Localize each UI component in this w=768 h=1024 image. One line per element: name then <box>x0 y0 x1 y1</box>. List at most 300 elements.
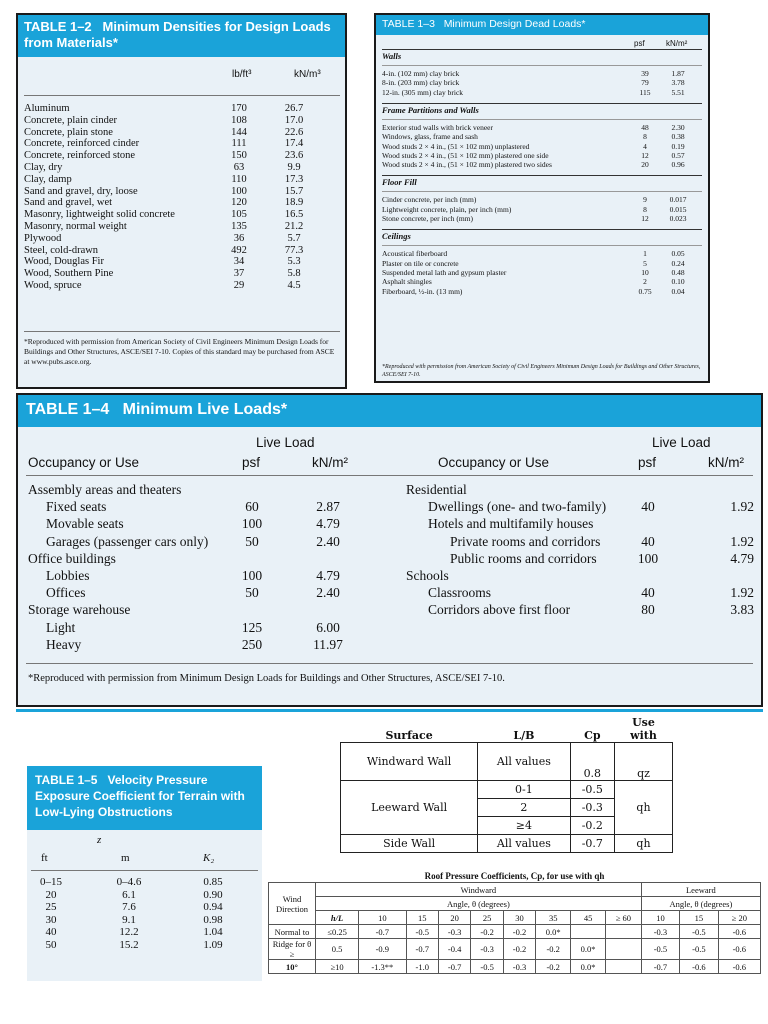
table-row <box>24 186 342 198</box>
psf-left <box>232 601 272 619</box>
section-divider <box>382 191 702 192</box>
section-divider <box>382 175 702 176</box>
occupancy-left: Fixed seats <box>46 499 107 515</box>
item-psf: 4 <box>643 141 647 151</box>
leeward-cp-cell: -0.6 <box>718 960 760 974</box>
windward-cp-cell: -0.2 <box>536 960 571 974</box>
live-load-label-right: Live Load <box>652 435 711 450</box>
leeward-cp-cell: -0.7 <box>641 960 679 974</box>
section-divider <box>382 49 702 50</box>
occupancy-right: Public rooms and corridors <box>450 550 597 566</box>
table-row <box>382 123 702 132</box>
psf-right <box>628 515 668 533</box>
kn-left <box>298 601 358 619</box>
windward-cp-cell: -0.2 <box>503 925 535 939</box>
leeward-cp-cell: -0.3 <box>641 925 679 939</box>
kz-value: 0.90 <box>203 888 223 901</box>
height-ft: 50 <box>45 939 57 951</box>
table-row <box>382 69 702 78</box>
psf-right <box>628 481 668 499</box>
roof-row <box>269 939 761 960</box>
occupancy-right: Schools <box>406 568 449 583</box>
occupancy-left: Offices <box>46 585 86 601</box>
psf-right: 80 <box>641 602 655 618</box>
table-row <box>24 174 342 186</box>
section-divider <box>382 245 702 246</box>
item-psf: 8 <box>643 132 647 142</box>
table-row <box>382 214 702 223</box>
item-psf: 9 <box>643 195 647 205</box>
item-psf: 20 <box>641 160 649 170</box>
kn-right: 1.92 <box>730 499 754 515</box>
height-m: 0–4.6 <box>116 876 142 888</box>
divider <box>31 870 258 871</box>
section-divider <box>382 65 702 66</box>
windward-angle: 10 <box>359 911 406 925</box>
surface-header: Surface <box>341 714 478 742</box>
psf-right <box>628 567 668 585</box>
density-lbft3: 100 <box>231 185 247 197</box>
item-name: Lightweight concrete, plain, per inch (mm) <box>382 204 512 214</box>
col-header-lbft3: lb/ft³ <box>232 69 252 80</box>
table-1-3-body <box>376 35 708 381</box>
item-psf: 2 <box>643 277 647 287</box>
table-1-2-body <box>18 57 345 387</box>
kn-right: 3.83 <box>730 602 754 618</box>
item-psf: 10 <box>641 267 649 277</box>
leeward-cp-cell: -0.2 <box>570 816 614 834</box>
kz-value: 0.98 <box>203 913 223 926</box>
windward-cp-cell: -0.9 <box>359 939 406 960</box>
leeward-cp-cell: -0.5 <box>570 780 614 798</box>
psf-left: 50 <box>245 533 259 549</box>
item-psf: 12 <box>641 150 649 160</box>
windward-cp-cell: -1.0 <box>406 960 438 974</box>
table-row <box>382 268 702 277</box>
table-1-5-header <box>27 766 262 830</box>
table-row <box>24 221 342 233</box>
wind-direction-cell: Ridge for θ ≥ <box>269 939 316 960</box>
table-1-2-rows <box>24 103 342 292</box>
table-row <box>24 115 342 127</box>
divider <box>26 475 753 476</box>
table-1-2 <box>16 13 347 389</box>
z-header: z <box>97 834 102 846</box>
item-knm2: 0.57 <box>671 150 685 160</box>
item-name: 4-in. (102 mm) clay brick <box>382 69 460 78</box>
material-name: Sand and gravel, wet <box>24 197 113 209</box>
leeward-lb-cell: 0-1 <box>478 780 570 798</box>
table-1-4-body <box>18 427 761 705</box>
psf-right: 40 <box>641 533 655 549</box>
leeward-cp-cell: -0.5 <box>680 939 718 960</box>
occupancy-left: Garages (passenger cars only) <box>46 533 209 549</box>
item-name: Plaster on tile or concrete <box>382 258 459 268</box>
occupancy-left: Lobbies <box>46 568 90 583</box>
psf-left: 50 <box>245 585 259 601</box>
item-name: Wood studs 2 × 4 in., (51 × 102 mm) plastered one side <box>382 150 549 160</box>
kn-left: 4.79 <box>316 568 340 583</box>
kn-left: 2.40 <box>316 533 340 549</box>
item-name: Cinder concrete, per inch (mm) <box>382 195 477 205</box>
density-knm3: 5.8 <box>287 268 301 280</box>
psf-left: 125 <box>241 619 263 635</box>
density-lbft3: 111 <box>231 138 247 150</box>
windward-cp-cell: -0.3 <box>438 925 470 939</box>
density-lbft3: 120 <box>231 197 247 209</box>
psf-left: 100 <box>241 516 263 532</box>
leeward-header: Leeward <box>641 883 760 897</box>
item-name: Stone concrete, per inch (mm) <box>382 214 474 223</box>
material-name: Concrete, plain stone <box>24 126 113 138</box>
table-row <box>24 256 342 268</box>
leeward-angle-header: Angle, θ (degrees) <box>641 897 760 911</box>
density-knm3: 9.9 <box>287 161 301 173</box>
item-name: Acoustical fiberboard <box>382 249 448 259</box>
windward-angle: 20 <box>438 911 470 925</box>
item-knm2: 0.017 <box>669 195 687 205</box>
kn-right <box>708 481 754 499</box>
hl-cell: 0.5 <box>316 939 359 960</box>
density-knm3: 77.3 <box>284 244 304 256</box>
density-lbft3: 34 <box>233 256 245 268</box>
windward-cp-cell: -0.2 <box>503 939 535 960</box>
kz-header: K₂ <box>203 852 215 864</box>
windward-cp-cell: -0.2 <box>471 925 503 939</box>
side-wall-cell: Side Wall <box>341 834 478 852</box>
section-divider <box>382 229 702 230</box>
table-1-3-number: TABLE 1–3 <box>382 18 435 30</box>
occupancy-right: Classrooms <box>428 585 492 601</box>
height-m: 12.2 <box>119 926 139 939</box>
psf-left <box>232 481 272 499</box>
windward-cp-cell: 0.0* <box>571 939 606 960</box>
item-knm2: 0.015 <box>669 204 687 214</box>
item-psf: 48 <box>641 122 649 132</box>
psf-left: 100 <box>241 568 263 583</box>
divider <box>26 663 753 664</box>
item-psf: 79 <box>641 78 649 88</box>
windward-angle: 30 <box>503 911 535 925</box>
section-title: Ceilings <box>382 231 411 242</box>
density-lbft3: 135 <box>231 220 247 232</box>
height-ft: 25 <box>45 901 57 914</box>
item-knm2: 1.87 <box>671 69 685 78</box>
item-psf: 39 <box>641 69 649 78</box>
item-knm2: 0.04 <box>671 286 685 296</box>
leeward-wall-cell: Leeward Wall <box>341 780 478 834</box>
kn-left: 11.97 <box>313 636 343 652</box>
occupancy-left: Movable seats <box>46 516 124 532</box>
occupancy-header-right: Occupancy or Use <box>438 455 550 470</box>
density-lbft3: 108 <box>231 114 247 126</box>
side-lb-cell: All values <box>478 834 570 852</box>
kn-left <box>298 550 358 568</box>
leeward-cp-cell: -0.6 <box>680 960 718 974</box>
psf-left: 250 <box>241 636 263 652</box>
windward-cp-cell <box>606 939 642 960</box>
windward-angle: 25 <box>471 911 503 925</box>
item-name: Fiberboard, ½-in. (13 mm) <box>382 286 463 296</box>
windward-header: Windward <box>316 883 642 897</box>
windward-cp-cell: -0.4 <box>438 939 470 960</box>
table-row <box>24 103 342 115</box>
section-title: Walls <box>382 51 402 61</box>
pressure-coefficient-table <box>340 714 673 868</box>
table-row <box>382 88 702 97</box>
table-row <box>382 142 702 151</box>
windward-angle: 15 <box>406 911 438 925</box>
side-use-cell: qh <box>615 834 673 852</box>
table-1-2-header <box>18 15 345 63</box>
material-name: Wood, spruce <box>24 279 82 291</box>
windward-angle: 35 <box>536 911 571 925</box>
density-lbft3: 37 <box>233 268 245 280</box>
leeward-cp-cell: -0.5 <box>641 939 679 960</box>
table-row <box>24 197 342 209</box>
col-header-knm3: kN/m³ <box>294 69 321 80</box>
occupancy-right: Private rooms and corridors <box>450 533 601 549</box>
leeward-use-cell: qh <box>615 780 673 834</box>
density-lbft3: 36 <box>233 232 245 244</box>
section-divider <box>382 119 702 120</box>
table-1-3-header <box>376 15 708 35</box>
density-knm3: 15.7 <box>284 185 304 197</box>
kn-right: 1.92 <box>730 585 754 601</box>
density-lbft3: 150 <box>231 150 247 162</box>
divider <box>24 331 340 332</box>
table-1-5-body <box>27 830 262 981</box>
windward-cp-cell <box>606 960 642 974</box>
material-name: Masonry, normal weight <box>24 220 127 232</box>
table-row <box>382 160 702 169</box>
table-row <box>382 195 702 204</box>
table-row <box>382 277 702 286</box>
table-row <box>24 127 342 139</box>
occupancy-right: Hotels and multifamily houses <box>428 516 594 532</box>
item-psf: 0.75 <box>638 286 652 296</box>
occupancy-header-left: Occupancy or Use <box>28 455 140 470</box>
table-1-3-title: Minimum Design Dead Loads* <box>443 18 586 30</box>
item-knm2: 2.30 <box>671 122 685 132</box>
material-name: Concrete, reinforced cinder <box>24 138 140 150</box>
leeward-angle: ≥ 20 <box>718 911 760 925</box>
item-knm2: 5.51 <box>671 87 685 97</box>
leeward-cp-cell: -0.5 <box>680 925 718 939</box>
roof-table-title: Roof Pressure Coefficients, Cp, for use with qh <box>424 871 605 881</box>
leeward-lb-cell: 2 <box>478 798 570 816</box>
windward-cp-cell: -0.5 <box>406 925 438 939</box>
kn-left <box>298 481 358 499</box>
table-1-4 <box>16 393 763 707</box>
table-1-2-footnote: *Reproduced with permission from American Society of Civil Engineers Minimum Design Loads for Buildings and Other Structures, ASCE/SEI 7-10. Copies of this standard may be purchased from ASCE at www.pubs.asce.org. <box>24 337 335 366</box>
table-1-2-title: Minimum Densities for Design Loads from Materials* <box>24 19 331 50</box>
material-name: Wood, Douglas Fir <box>24 256 104 268</box>
material-name: Plywood <box>24 232 62 244</box>
kn-left: 2.87 <box>316 499 340 515</box>
windward-cp-cell: -0.7 <box>406 939 438 960</box>
table-1-4-title: Minimum Live Loads* <box>122 401 288 418</box>
density-lbft3: 63 <box>233 161 245 173</box>
density-lbft3: 105 <box>231 209 247 221</box>
col-header-psf: psf <box>634 39 645 48</box>
table-row <box>24 162 342 174</box>
leeward-angle: 10 <box>641 911 679 925</box>
item-knm2: 3.78 <box>671 78 685 88</box>
material-name: Concrete, plain cinder <box>24 114 118 126</box>
item-knm2: 0.38 <box>671 132 685 142</box>
height-m: 7.6 <box>122 901 136 914</box>
roof-row <box>269 925 761 939</box>
table-row <box>24 150 342 162</box>
table-row <box>24 280 342 292</box>
item-psf: 5 <box>643 258 647 268</box>
occupancy-right: Corridors above first floor <box>428 602 571 618</box>
table-row <box>382 249 702 258</box>
table-row <box>382 205 702 214</box>
psf-right: 100 <box>637 550 659 566</box>
use-with-header: Use with <box>615 714 673 742</box>
height-ft: 40 <box>45 926 57 939</box>
kz-value: 0.94 <box>203 901 223 914</box>
col-header-knm2: kN/m² <box>666 39 688 48</box>
kn-header-left: kN/m² <box>312 455 348 470</box>
hl-cell: ≥10 <box>316 960 359 974</box>
item-name: Wood studs 2 × 4 in., (51 × 102 mm) unplastered <box>382 141 530 151</box>
occupancy-right: Dwellings (one- and two-family) <box>428 499 607 515</box>
table-1-5 <box>27 766 262 981</box>
item-knm2: 0.023 <box>669 214 687 223</box>
leeward-lb-cell: ≥4 <box>478 816 570 834</box>
windward-cp-cell: -0.2 <box>536 939 571 960</box>
table-1-5-number: TABLE 1–5 <box>35 773 98 787</box>
item-knm2: 0.96 <box>671 160 685 170</box>
item-name: Suspended metal lath and gypsum plaster <box>382 267 507 277</box>
density-lbft3: 492 <box>231 244 247 256</box>
kn-left: 2.40 <box>316 585 340 601</box>
item-name: 8-in. (203 mm) clay brick <box>382 78 460 88</box>
leeward-cp-cell: -0.3 <box>570 798 614 816</box>
item-knm2: 0.19 <box>671 141 685 151</box>
kn-right <box>708 515 754 533</box>
psf-right: 40 <box>641 499 655 515</box>
density-lbft3: 144 <box>231 126 247 138</box>
kz-value: 0.85 <box>203 876 223 888</box>
kn-right <box>708 567 754 585</box>
material-name: Concrete, reinforced stone <box>24 150 136 162</box>
wind-direction-cell: 10° <box>269 960 316 974</box>
windward-angle: ≥ 60 <box>606 911 642 925</box>
kn-right: 4.79 <box>730 550 754 566</box>
table-row <box>24 268 342 280</box>
windward-cp-cell: -0.7 <box>438 960 470 974</box>
density-knm3: 16.5 <box>284 209 304 221</box>
kz-value: 1.04 <box>203 926 223 939</box>
windward-wall-cell: Windward Wall <box>341 742 478 780</box>
hl-cell: ≤0.25 <box>316 925 359 939</box>
wind-direction-header: Wind Direction <box>269 883 316 925</box>
psf-left <box>232 550 272 568</box>
table-1-5-title: Velocity Pressure Exposure Coefficient for Terrain with Low-Lying Obstructions <box>35 773 245 819</box>
density-knm3: 5.3 <box>287 256 301 268</box>
windward-cp-cell: -0.7 <box>359 925 406 939</box>
table-1-3 <box>374 13 710 383</box>
density-knm3: 4.5 <box>287 279 301 291</box>
height-m: 6.1 <box>122 888 136 901</box>
kn-header-right: kN/m² <box>708 455 744 470</box>
material-name: Masonry, lightweight solid concrete <box>24 209 175 221</box>
table-row <box>382 259 702 268</box>
item-name: Exterior stud walls with brick veneer <box>382 122 494 132</box>
ft-header: ft <box>41 852 48 864</box>
windward-angle-header: Angle, θ (degrees) <box>316 897 642 911</box>
table-row <box>382 151 702 160</box>
material-name: Steel, cold-drawn <box>24 244 99 256</box>
height-m: 9.1 <box>122 913 136 926</box>
psf-right: 40 <box>641 585 655 601</box>
item-knm2: 0.24 <box>671 258 685 268</box>
windward-cp-cell: 0.0* <box>571 960 606 974</box>
material-name: Clay, damp <box>24 173 72 185</box>
section-title: Floor Fill <box>382 177 417 188</box>
table-row <box>24 233 342 245</box>
section-title: Frame Partitions and Walls <box>382 104 479 115</box>
material-name: Clay, dry <box>24 161 63 173</box>
windward-cp-cell: -0.5 <box>471 960 503 974</box>
windward-cp-cell: 0.8 <box>570 742 614 780</box>
density-knm3: 17.4 <box>284 138 304 150</box>
occupancy-right: Residential <box>406 482 467 497</box>
leeward-cp-cell: -0.6 <box>718 925 760 939</box>
live-load-label-left: Live Load <box>256 435 315 450</box>
item-psf: 8 <box>643 204 647 214</box>
occupancy-left: Heavy <box>46 636 82 652</box>
side-cp-cell: -0.7 <box>570 834 614 852</box>
item-psf: 1 <box>643 249 647 259</box>
height-ft: 20 <box>45 888 57 901</box>
item-psf: 115 <box>639 87 651 97</box>
table-row <box>24 209 342 221</box>
leeward-angle: 15 <box>680 911 718 925</box>
kn-left: 4.79 <box>316 516 340 532</box>
leeward-cp-cell: -0.6 <box>718 939 760 960</box>
item-name: Wood studs 2 × 4 in., (51 × 102 mm) plastered two sides <box>382 160 552 170</box>
height-m: 15.2 <box>119 939 139 951</box>
windward-cp-cell: -0.3 <box>471 939 503 960</box>
material-name: Wood, Southern Pine <box>24 268 114 280</box>
table-row <box>382 78 702 87</box>
psf-header-right: psf <box>638 455 657 470</box>
item-name: Asphalt shingles <box>382 277 432 287</box>
material-name: Sand and gravel, dry, loose <box>24 185 138 197</box>
density-lbft3: 170 <box>231 103 247 114</box>
density-knm3: 21.2 <box>284 220 304 232</box>
density-knm3: 26.7 <box>284 103 304 114</box>
table-row <box>382 132 702 141</box>
item-name: Windows, glass, frame and sash <box>382 132 478 142</box>
table-1-3-footnote: *Reproduced with permission from American Society of Civil Engineers Minimum Design Loads for Buildings and Other Structures, ASCE/SEI 7-10. <box>382 364 701 378</box>
occupancy-left: Storage warehouse <box>28 602 131 618</box>
occupancy-left: Office buildings <box>28 550 116 566</box>
table-row <box>382 287 702 296</box>
table-1-4-footnote: *Reproduced with permission from Minimum Design Loads for Buildings and Other Structures, ASCE/SEI 7-10. <box>28 673 505 684</box>
density-knm3: 23.6 <box>284 150 304 162</box>
density-lbft3: 29 <box>233 279 245 291</box>
windward-cp-cell: 0.0* <box>536 925 571 939</box>
density-knm3: 22.6 <box>284 126 304 138</box>
occupancy-left: Assembly areas and theaters <box>28 482 182 497</box>
table-row <box>24 138 342 150</box>
